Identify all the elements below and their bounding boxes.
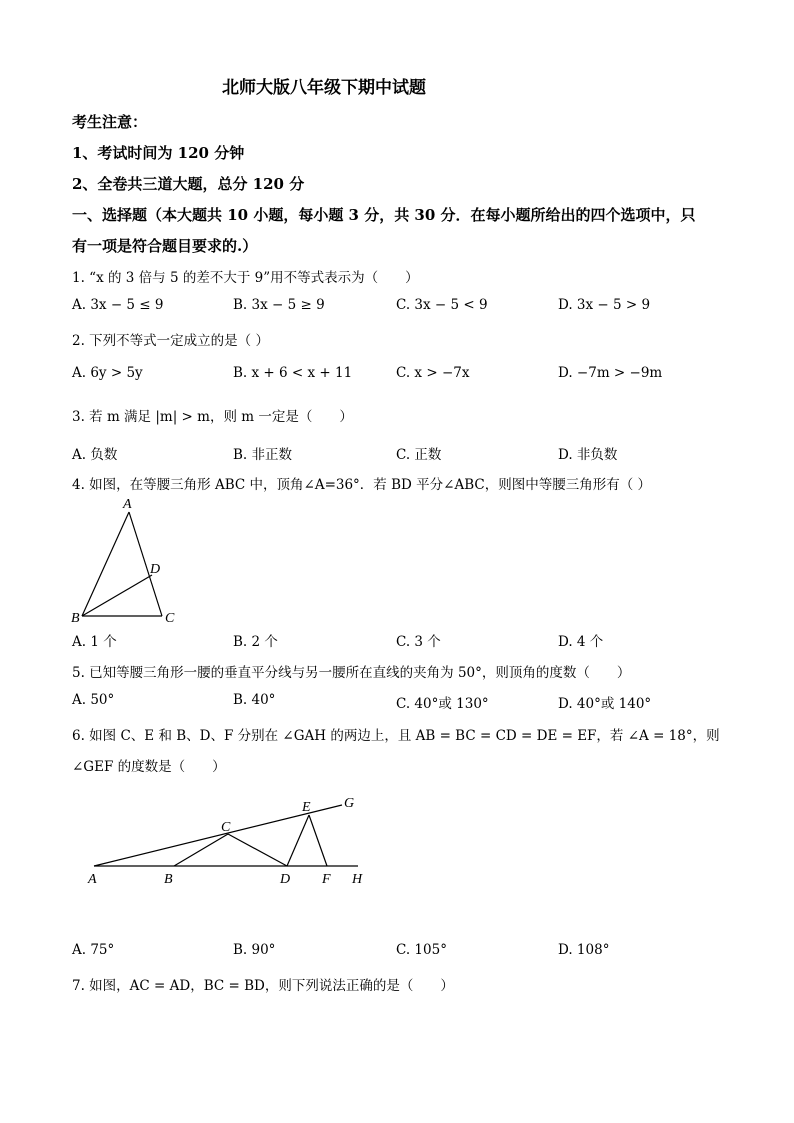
question-3-text: 3. 若 m 满足 |m| > m，则 m 一定是（ ） — [72, 409, 353, 425]
question-4-option-d: D. 4 个 — [558, 634, 604, 650]
question-7-text: 7. 如图，AC = AD，BC = BD，则下列说法正确的是（ ） — [72, 978, 454, 994]
label-a: A — [88, 872, 97, 887]
label-c: C — [165, 611, 175, 626]
question-6-option-c: C. 105° — [396, 942, 447, 958]
label-c: C — [221, 820, 231, 835]
question-4-option-c: C. 3 个 — [396, 634, 441, 650]
question-5-option-d: D. 40°或 140° — [558, 696, 652, 712]
question-1-option-c: C. 3x − 5 < 9 — [396, 297, 488, 313]
question-4-option-a: A. 1 个 — [72, 634, 117, 650]
question-5-option-a: A. 50° — [72, 692, 115, 708]
label-b: B — [71, 611, 80, 626]
section-1-heading-line-2: 有一项是符合题目要求的.） — [72, 237, 258, 255]
segment-bd — [82, 575, 152, 616]
question-4-triangle-figure — [66, 494, 186, 628]
question-5-option-c: C. 40°或 130° — [396, 696, 489, 712]
question-5-option-b: B. 40° — [233, 692, 276, 708]
question-6-text-line-2: ∠GEF 的度数是（ ） — [72, 759, 226, 775]
question-2-option-c: C. x > −7x — [396, 365, 470, 381]
question-6-option-d: D. 108° — [558, 942, 610, 958]
question-1-option-d: D. 3x − 5 > 9 — [558, 297, 651, 313]
question-3-option-c: C. 正数 — [396, 447, 442, 463]
section-1-heading-line-1: 一、选择题（本大题共 10 小题，每小题 3 分，共 30 分．在每小题所给出的四个选项中，只 — [72, 206, 696, 224]
segment-de — [287, 815, 309, 866]
question-5-text: 5. 已知等腰三角形一腰的垂直平分线与另一腰所在直线的夹角为 50°，则顶角的度数（ ） — [72, 665, 631, 681]
label-a: A — [123, 497, 132, 512]
question-2-option-b: B. x + 6 < x + 11 — [233, 365, 353, 381]
question-2-option-d: D. −7m > −9m — [558, 365, 663, 381]
question-1-option-a: A. 3x − 5 ≤ 9 — [72, 297, 164, 313]
question-1-option-b: B. 3x − 5 ≥ 9 — [233, 297, 325, 313]
notice-heading: 考生注意： — [72, 113, 148, 131]
side-ab — [82, 512, 129, 616]
notice-line-1: 1、考试时间为 120 分钟 — [72, 144, 245, 162]
question-3-option-d: D. 非负数 — [558, 447, 618, 463]
segment-bc — [174, 834, 228, 866]
label-d: D — [150, 562, 161, 577]
label-f: F — [322, 872, 331, 887]
segment-ef — [309, 815, 327, 866]
label-d: D — [280, 872, 291, 887]
question-1-text: 1. “x 的 3 倍与 5 的差不大于 9”用不等式表示为（ ） — [72, 270, 419, 286]
label-b: B — [164, 872, 173, 887]
label-g: G — [344, 796, 355, 811]
question-2-option-a: A. 6y > 5y — [72, 365, 143, 381]
question-6-option-b: B. 90° — [233, 942, 276, 958]
question-6-option-a: A. 75° — [72, 942, 115, 958]
label-h: H — [352, 872, 363, 887]
segment-cd — [228, 834, 287, 866]
page-title: 北师大版八年级下期中试题 — [222, 78, 426, 98]
question-2-text: 2. 下列不等式一定成立的是（ ） — [72, 333, 269, 349]
question-3-option-b: B. 非正数 — [233, 447, 293, 463]
question-6-angle-figure — [80, 790, 380, 890]
question-6-text-line-1: 6. 如图 C、E 和 B、D、F 分别在 ∠GAH 的两边上，且 AB = BC = CD = DE = EF，若 ∠A = 18°，则 — [72, 728, 720, 744]
notice-line-2: 2、全卷共三道大题，总分 120 分 — [72, 175, 305, 193]
question-3-option-a: A. 负数 — [72, 447, 118, 463]
question-4-text: 4. 如图，在等腰三角形 ABC 中，顶角∠A=36°．若 BD 平分∠ABC，则图中等腰三角形有（ ） — [72, 477, 651, 493]
question-4-option-b: B. 2 个 — [233, 634, 278, 650]
label-e: E — [302, 800, 311, 815]
